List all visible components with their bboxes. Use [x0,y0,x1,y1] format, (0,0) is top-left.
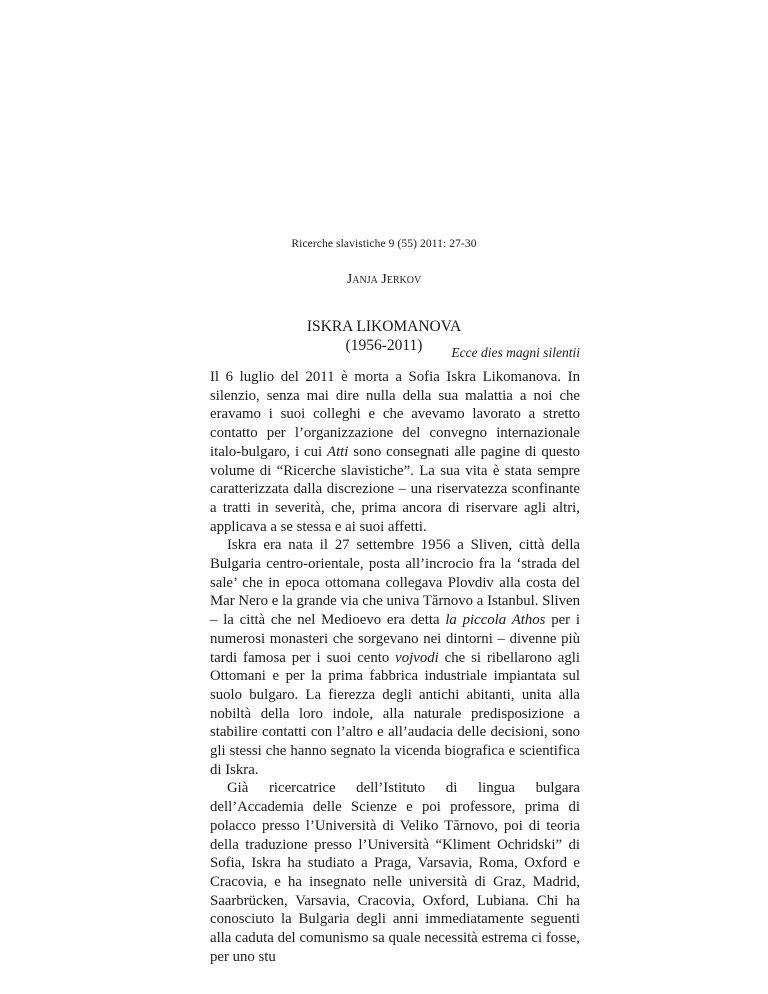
body-paragraph [210,536,580,779]
body-paragraph [210,368,580,536]
paragraph-text: Già ricercatrice dell’Istituto di lingua bulgara dell’Accademia delle Scienze e poi professore, prima di polacco presso l’Università di Veliko Tărnovo, poi di teoria della traduzione presso l’Università “Kliment Ochridski” di Sofia, Iskra ha studiato a Praga, Varsavia, Roma, Oxford e Cracovia, e ha insegnato nelle università di Graz, Madrid, Saarbrücken, Varsavia, Cracovia, Oxford, Lubiana. Chi ha conosciuto la Bulgaria degli anni immediatamente seguenti alla caduta del comunismo sa quale necessità estrema ci fosse, per uno stu [210,780,580,965]
author-name [0,272,768,288]
paragraph-text: sono consegnati alle pagine di questo volume di “Ricerche slavistiche”. La sua vita è stata sempre caratterizzata dalla discrezione – una riservatezza sconfinante a tratti in severità, che, prima ancora di riservare agli altri, applicava a se stessa e ai suoi affetti. [210,443,580,535]
italic-text: vojvodi [395,649,439,666]
italic-text: la piccola Athos [445,612,546,629]
paragraph-text: per i numerosi monasteri che sorgevano nei dintorni – divenne più tardi famosa per i suoi cento [210,612,580,666]
title-dates: (1956-2011) [345,337,423,354]
paragraph-text: che si ribellarono agli Ottomani e per la prima fabbrica industriale impiantata sul suolo bulgaro. La fierezza degli antichi abitanti, unita alla nobiltà della loro indole, alla naturale predisposizione a stabilire contatti con l’altro e all’audacia delle decisioni, sono gli stessi che hanno segnato la vicenda biografica e scientifica di Iskra. [210,649,580,778]
paragraph-text: Iskra era nata il 27 settembre 1956 a Sliven, città della Bulgaria centro-orientale, posta all’incrocio fra la ‘strada del sale’ che in epoca ottomana collegava Plovdiv alla costa del Mar Nero e la grande via che univa Tărnovo a Istanbul. Sliven – la città che nel Medioevo era detta [210,537,580,629]
running-head: Ricerche slavistiche 9 (55) 2011: 27-30 [291,238,477,250]
body-paragraph [210,779,580,966]
article-body [210,368,580,967]
paragraph-text: Il 6 luglio del 2011 è morta a Sofia Iskra Likomanova. In silenzio, senza mai dire nulla della sua malattia a noi che eravamo i suoi colleghi e che avevamo lavorato a stretto contatto per l’organizzazione del convegno internazionale italo-bulgaro, i cui [210,369,580,460]
epigraph: Ecce dies magni silentii [451,345,580,360]
author-name-text: Janja Jerkov [346,272,422,287]
title-name: ISKRA LIKOMANOVA [306,318,462,335]
italic-text: Atti [327,443,349,460]
